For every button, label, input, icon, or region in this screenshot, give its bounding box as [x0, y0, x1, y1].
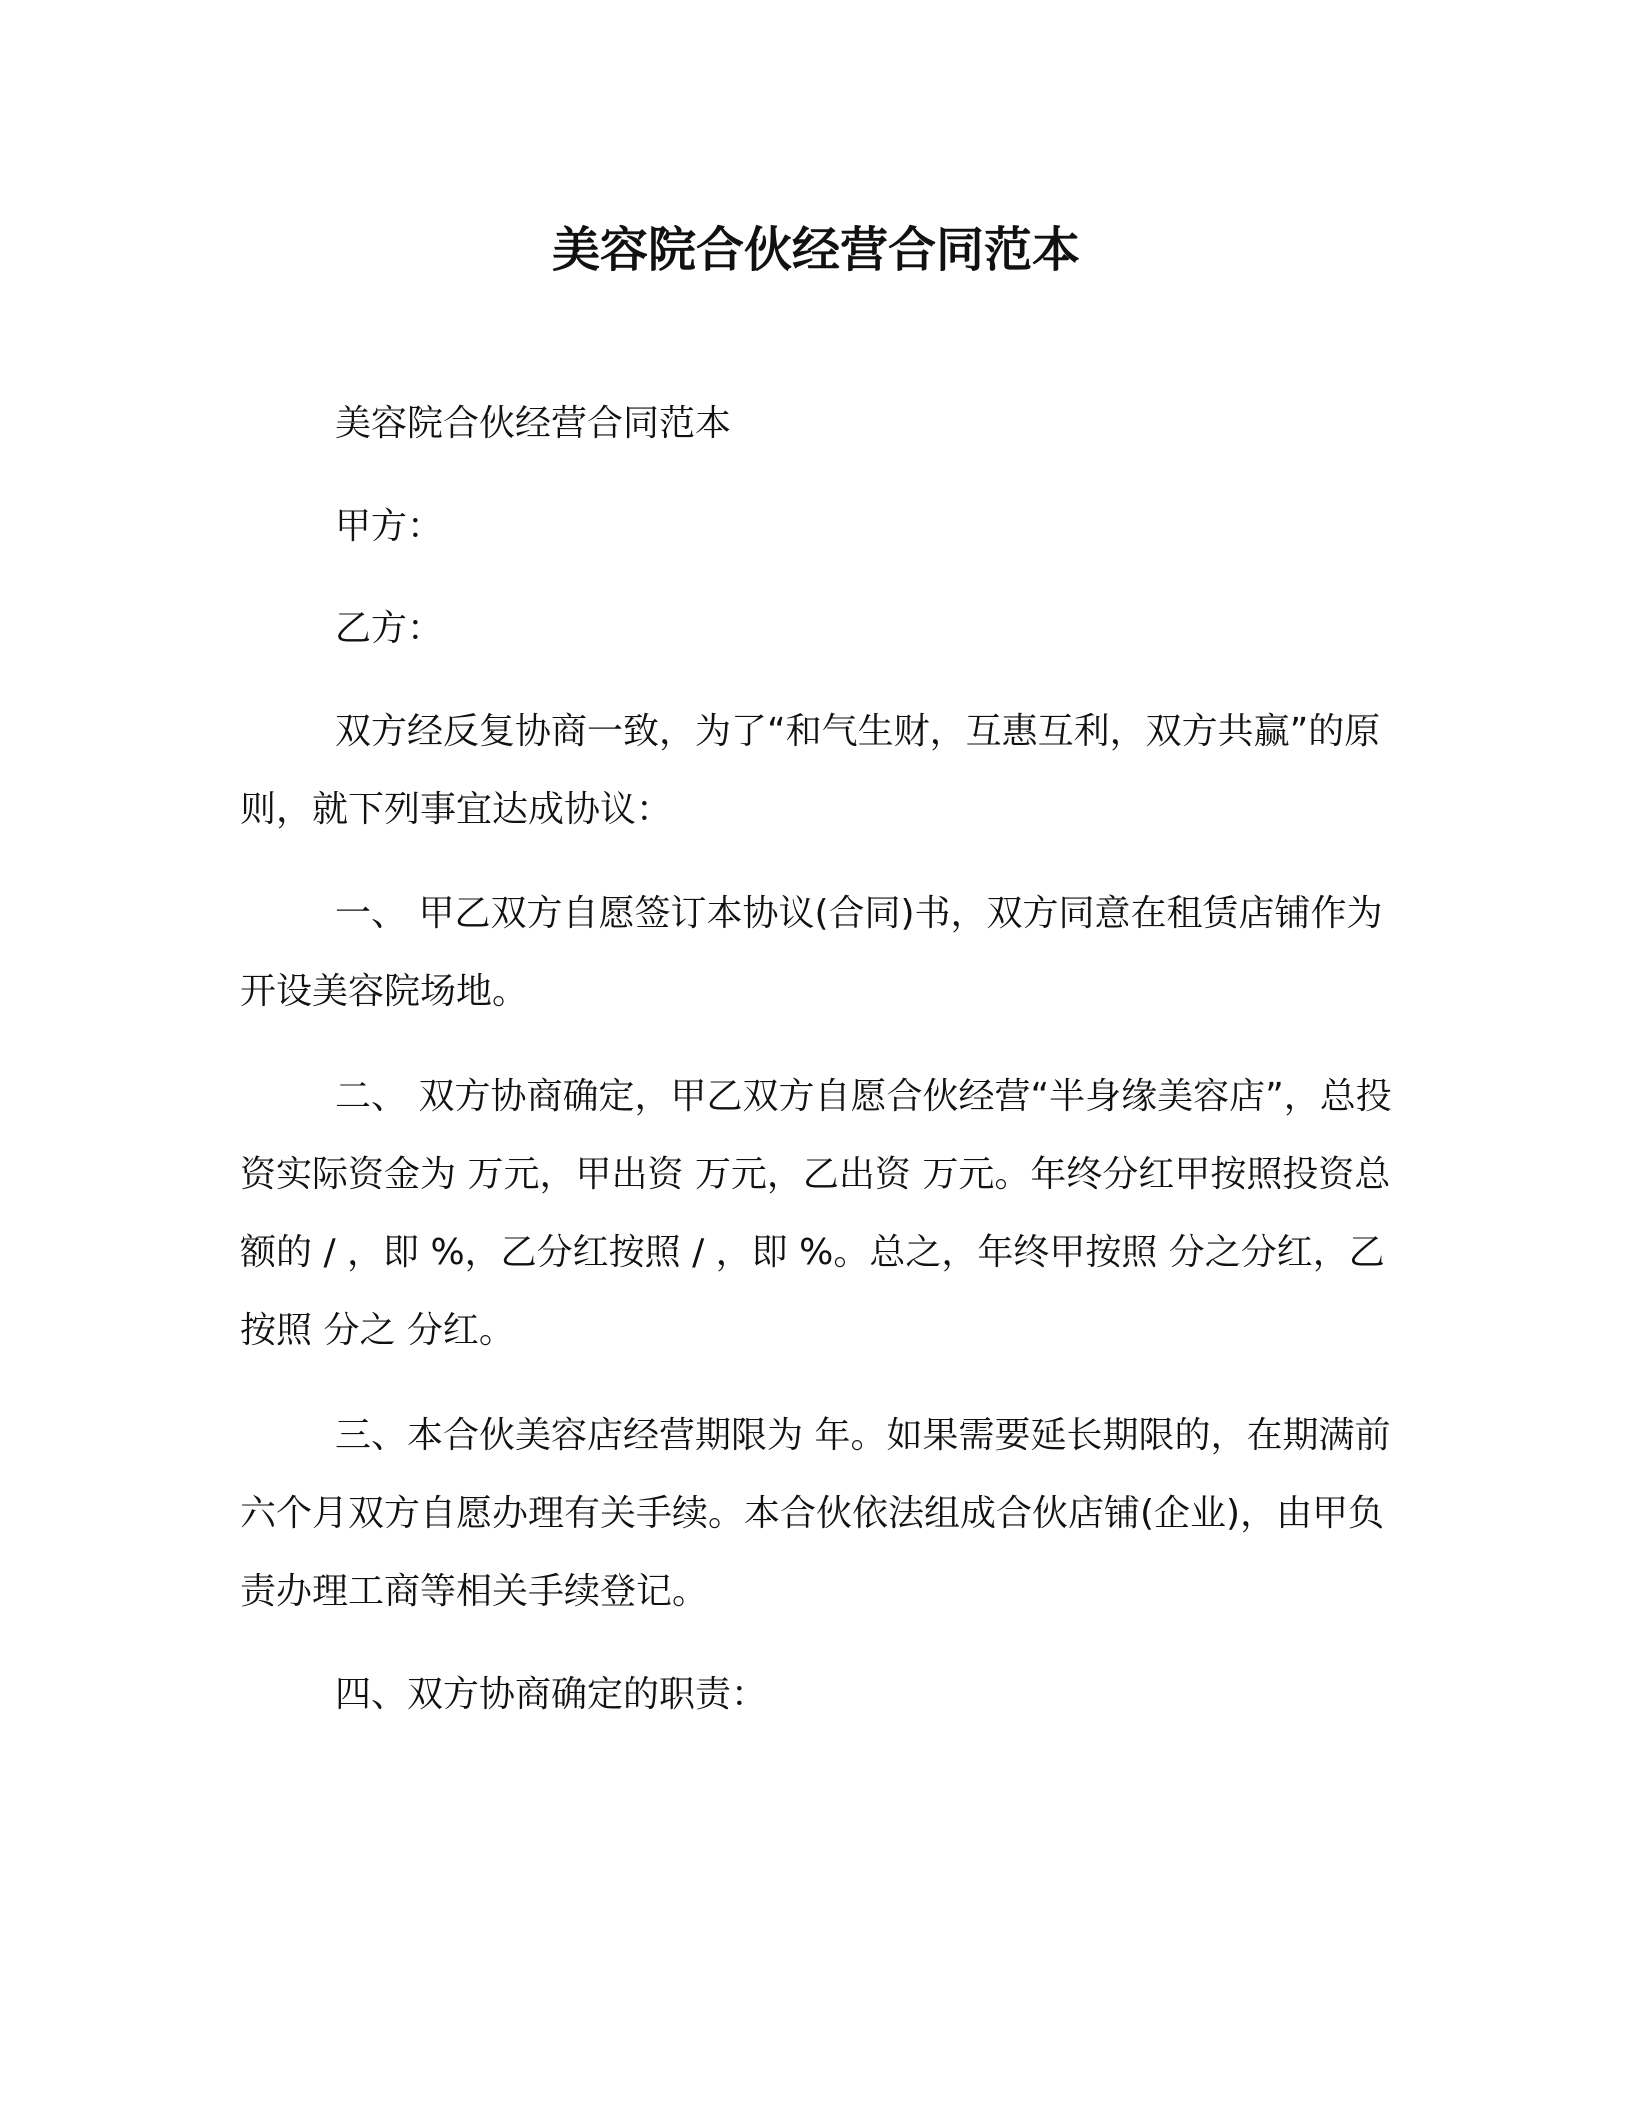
party-a-label: 甲方：	[335, 506, 444, 547]
paragraph-clause-3: 三、本合伙美容店经营期限为 年。如果需要延长期限的，在期满前六个月双方自愿办理有关手续。本合伙依法组成合伙店铺(企业)，由甲负责办理工商等相关手续登记。	[240, 1415, 1391, 1612]
paragraph-clause-4: 四、双方协商确定的职责：	[335, 1674, 768, 1715]
paragraph-clause-1: 一、 甲乙双方自愿签订本协议(合同)书，双方同意在租赁店铺作为开设美容院场地。	[240, 893, 1383, 1012]
document-title: 美容院合伙经营合同范本	[551, 222, 1080, 278]
document-subtitle: 美容院合伙经营合同范本	[335, 403, 732, 444]
party-b-label: 乙方：	[335, 608, 444, 649]
paragraph-clause-2: 二、 双方协商确定，甲乙双方自愿合伙经营“半身缘美容店”，总投资实际资金为 万元，甲出资 万元，乙出资 万元。年终分红甲按照投资总额的 / ，即 %，乙分红按照 / ，即 %。总之，年终甲按照 分之分红，乙按照 分之 分红。	[240, 1076, 1392, 1351]
paragraph-intro: 双方经反复协商一致，为了“和气生财，互惠互利，双方共赢”的原则，就下列事宜达成协议：	[240, 711, 1381, 830]
